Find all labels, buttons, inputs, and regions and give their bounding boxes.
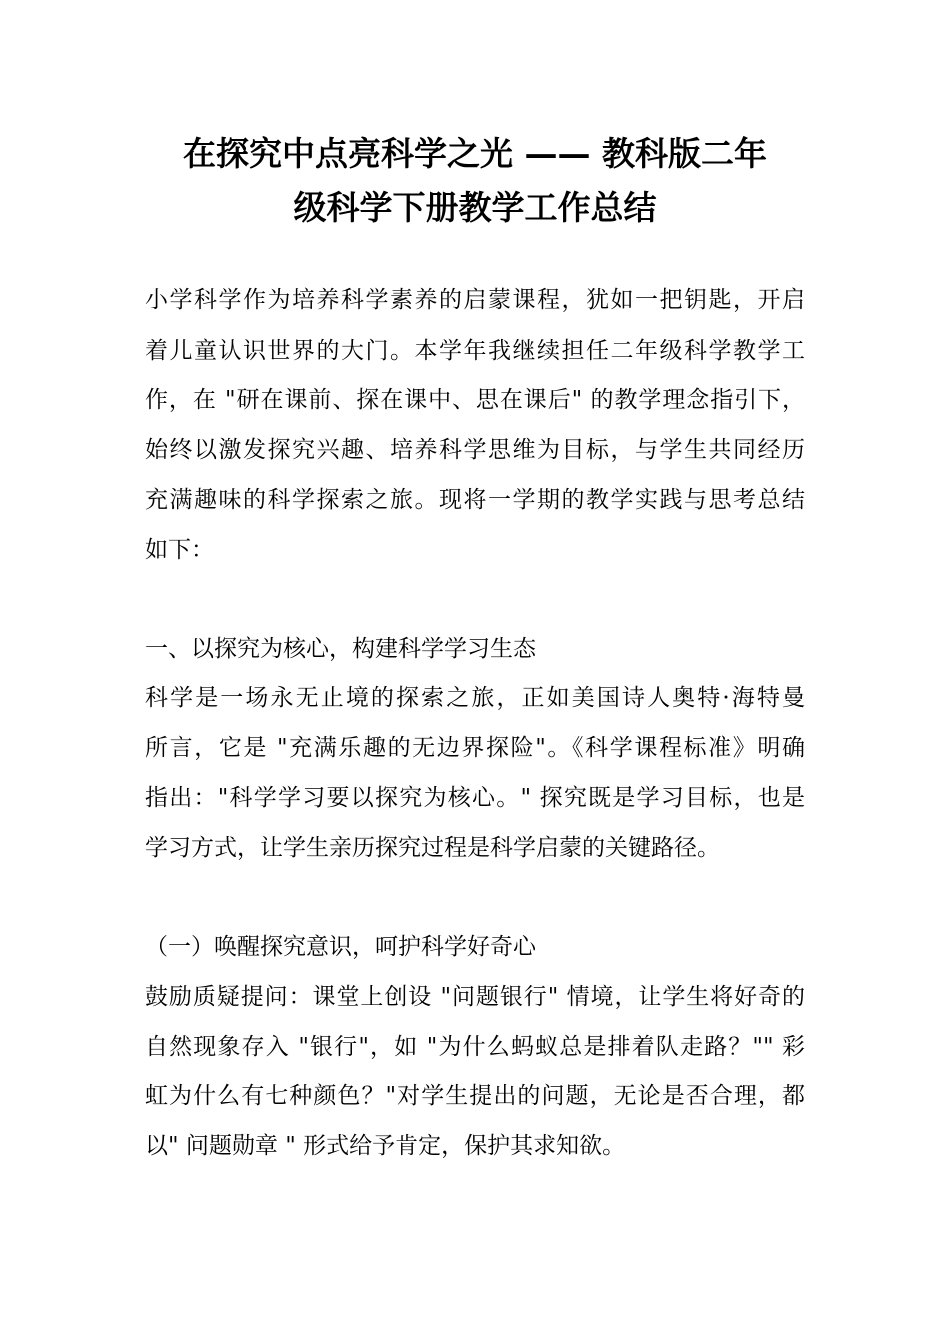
subsection-line: 以" 问题勋章 " 形式给予肯定，保护其求知欲。 xyxy=(145,1133,626,1159)
intro-line: 小学科学作为培养科学素养的启蒙课程，犹如一把钥匙，开启 xyxy=(145,287,805,313)
subsection-line: 虹为什么有七种颜色？"对学生提出的问题，无论是否合理，都 xyxy=(145,1083,805,1109)
section-line: 科学是一场永无止境的探索之旅，正如美国诗人奥特·海特曼 xyxy=(145,685,805,711)
intro-line: 着儿童认识世界的大门。本学年我继续担任二年级科学教学工 xyxy=(145,338,805,364)
intro-line: 如下： xyxy=(145,537,214,563)
subsection-heading: （一）唤醒探究意识，呵护科学好奇心 xyxy=(145,934,536,960)
section-line: 学习方式，让学生亲历探究过程是科学启蒙的关键路径。 xyxy=(145,835,720,861)
subsection-line: 自然现象存入 "银行"，如 "为什么蚂蚁总是排着队走路？"" 彩 xyxy=(145,1034,805,1060)
intro-line: 作，在 "研在课前、探在课中、思在课后" 的教学理念指引下， xyxy=(145,387,805,413)
document-title-line-2: 级科学下册教学工作总结 xyxy=(293,188,657,227)
section-heading: 一、以探究为核心，构建科学学习生态 xyxy=(145,636,536,662)
intro-line: 充满趣味的科学探索之旅。现将一学期的教学实践与思考总结 xyxy=(145,487,805,513)
section-line: 指出："科学学习要以探究为核心。" 探究既是学习目标，也是 xyxy=(145,785,805,811)
intro-line: 始终以激发探究兴趣、培养科学思维为目标，与学生共同经历 xyxy=(145,437,805,463)
section-line: 所言，它是 "充满乐趣的无边界探险"。《科学课程标准》明确 xyxy=(145,735,805,761)
document-title-line-1: 在探究中点亮科学之光 —— 教科版二年 xyxy=(183,134,767,173)
subsection-line: 鼓励质疑提问：课堂上创设 "问题银行" 情境，让学生将好奇的 xyxy=(145,984,805,1010)
